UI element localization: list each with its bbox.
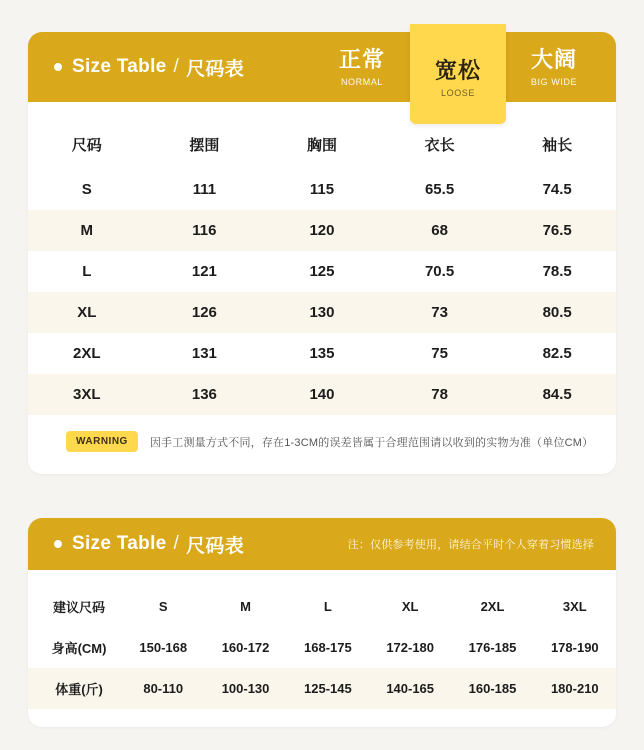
cell-length: 65.5 — [424, 181, 455, 198]
col-header-3xl: 3XL — [562, 599, 587, 614]
cell-weight-2xl: 160-185 — [468, 681, 517, 696]
tab-loose-label-en: LOOSE — [440, 87, 475, 98]
table-row — [28, 668, 616, 709]
size-recommendation-title — [54, 531, 244, 558]
col-header-2xl: 2XL — [480, 599, 505, 614]
title-sub-text: 尺码表 — [186, 58, 245, 80]
cell-length: 70.5 — [424, 263, 455, 280]
table-row — [28, 333, 616, 374]
recommendation-table-head — [28, 586, 616, 627]
cell-hem: 131 — [191, 345, 217, 362]
tab-normal-label-zh: 正常 — [338, 47, 385, 73]
size-table-title — [54, 54, 244, 81]
title-sub-text: 尺码表 — [186, 535, 245, 557]
table-header-row — [28, 586, 616, 627]
tab-loose-label-zh: 宽松 — [434, 58, 481, 84]
cell-weight-xl: 140-165 — [386, 681, 435, 696]
row-header-weight: 体重(斤) — [55, 682, 103, 697]
cell-hem: 121 — [191, 263, 217, 280]
cell-weight-s: 80-110 — [143, 681, 184, 696]
cell-bust: 130 — [309, 304, 335, 321]
cell-sleeve: 84.5 — [542, 386, 572, 403]
cell-hem: 116 — [192, 222, 217, 239]
col-header-suggested-size: 建议尺码 — [53, 600, 106, 615]
cell-length: 68 — [431, 222, 448, 239]
recommendation-table-body — [28, 627, 616, 709]
cell-height-xl: 172-180 — [386, 640, 435, 655]
tab-normal-label-en: NORMAL — [340, 76, 384, 87]
fit-tab-group — [314, 32, 602, 102]
table-row — [28, 292, 616, 333]
size-table-header — [28, 32, 616, 102]
table-row — [28, 169, 616, 210]
title-separator: / — [173, 56, 180, 77]
bullet-dot-icon — [54, 63, 62, 71]
cell-length: 73 — [431, 304, 448, 321]
row-header-height: 身高(CM) — [51, 641, 107, 656]
cell-sleeve: 74.5 — [542, 181, 572, 198]
warning-text: 因手工测量方式不同，存在1-3CM的误差皆属于合理范围请以收到的实物为准（单位CM） — [149, 436, 594, 449]
tab-fit-normal[interactable] — [314, 32, 410, 102]
cell-hem: 126 — [191, 304, 217, 321]
cell-bust: 140 — [309, 386, 335, 403]
tab-fit-big-wide[interactable] — [506, 32, 602, 102]
recommendation-table — [28, 586, 616, 709]
cell-length: 78 — [431, 386, 448, 403]
table-row — [28, 627, 616, 668]
col-header-sleeve: 袖长 — [542, 137, 573, 154]
cell-sleeve: 82.5 — [542, 345, 572, 362]
cell-size: 2XL — [73, 345, 101, 362]
col-header-l: L — [323, 599, 332, 614]
measurement-table-body — [28, 169, 616, 415]
cell-size: S — [81, 181, 92, 198]
cell-bust: 125 — [309, 263, 335, 280]
cell-bust: 135 — [309, 345, 335, 362]
title-main-text: Size Table — [72, 533, 167, 554]
cell-sleeve: 80.5 — [542, 304, 572, 321]
col-header-length: 衣长 — [424, 137, 455, 154]
table-row — [28, 251, 616, 292]
cell-size: 3XL — [73, 386, 101, 403]
col-header-xl: XL — [401, 599, 419, 614]
cell-hem: 111 — [192, 181, 217, 198]
table-row — [28, 210, 616, 251]
size-recommendation-card — [28, 518, 616, 727]
table-row — [28, 374, 616, 415]
cell-weight-m: 100-130 — [221, 681, 270, 696]
col-header-hem: 摆围 — [189, 137, 220, 154]
cell-sleeve: 78.5 — [542, 263, 572, 280]
col-header-s: S — [158, 599, 168, 614]
bullet-dot-icon — [54, 540, 62, 548]
status-badge: WARNING — [66, 431, 138, 452]
cell-weight-3xl: 180-210 — [550, 681, 599, 696]
cell-hem: 136 — [191, 386, 217, 403]
cell-height-m: 160-172 — [221, 640, 270, 655]
tab-bigwide-label-en: BIG WIDE — [530, 76, 578, 87]
cell-bust: 120 — [309, 222, 335, 239]
cell-bust: 115 — [309, 181, 335, 198]
col-header-m: M — [240, 599, 251, 614]
tab-bigwide-label-zh: 大阔 — [530, 47, 577, 73]
measurement-table — [28, 120, 616, 415]
tab-fit-loose[interactable] — [410, 24, 506, 124]
size-recommendation-header — [28, 518, 616, 570]
title-main-text: Size Table — [72, 56, 167, 77]
col-header-size: 尺码 — [71, 137, 102, 154]
cell-height-s: 150-168 — [139, 640, 188, 655]
col-header-bust: 胸围 — [306, 137, 337, 154]
size-table-card-primary — [28, 32, 616, 474]
cell-height-2xl: 176-185 — [468, 640, 517, 655]
cell-weight-l: 125-145 — [304, 681, 352, 696]
cell-height-l: 168-175 — [304, 640, 352, 655]
warning-note — [66, 431, 616, 452]
cell-size: M — [80, 222, 94, 239]
cell-height-3xl: 178-190 — [550, 640, 599, 655]
cell-length: 75 — [431, 345, 448, 362]
cell-size: XL — [77, 304, 97, 321]
cell-size: L — [82, 263, 92, 280]
title-separator: / — [173, 533, 180, 554]
measurement-table-head — [28, 120, 616, 169]
table-header-row — [28, 120, 616, 169]
recommendation-note: 注：仅供参考使用，请结合平时个人穿着习惯选择 — [347, 539, 594, 551]
cell-sleeve: 76.5 — [542, 222, 572, 239]
